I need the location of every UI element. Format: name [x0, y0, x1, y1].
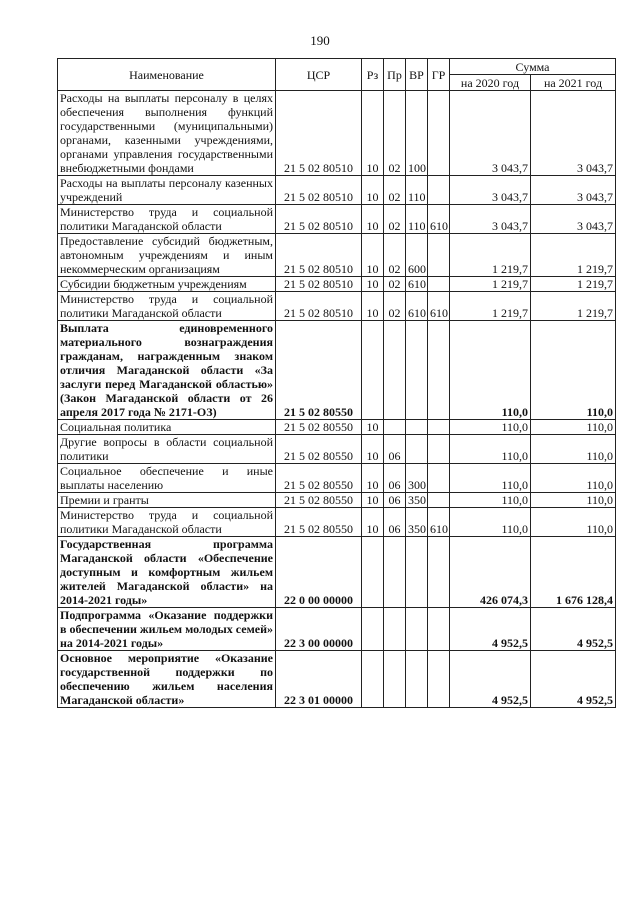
- row-rz-code: [362, 537, 384, 608]
- row-gr-code: [428, 420, 450, 435]
- row-name: Субсидии бюджетным учреждениям: [58, 277, 276, 292]
- row-rz-code: 10: [362, 464, 384, 493]
- row-rz-code: [362, 321, 384, 420]
- row-gr-code: [428, 277, 450, 292]
- header-year-2021: на 2021 год: [531, 75, 616, 91]
- row-csr-code: 21 5 02 80510: [276, 292, 362, 321]
- row-gr-code: [428, 537, 450, 608]
- table-row: [58, 277, 616, 292]
- row-vr-code: [406, 321, 428, 420]
- table-row: [58, 205, 616, 234]
- row-amount-2020: 1 219,7: [450, 234, 531, 277]
- row-name: Другие вопросы в области социальной политики: [58, 435, 276, 464]
- row-gr-code: [428, 493, 450, 508]
- header-year-2020: на 2020 год: [450, 75, 531, 91]
- row-amount-2020: 110,0: [450, 420, 531, 435]
- row-rz-code: 10: [362, 234, 384, 277]
- row-name: Министерство труда и социальной политики Магаданской области: [58, 205, 276, 234]
- row-rz-code: 10: [362, 205, 384, 234]
- row-amount-2020: 1 219,7: [450, 292, 531, 321]
- row-amount-2021: 110,0: [531, 464, 616, 493]
- row-pr-code: [384, 608, 406, 651]
- row-rz-code: 10: [362, 292, 384, 321]
- row-amount-2021: 110,0: [531, 321, 616, 420]
- row-rz-code: 10: [362, 91, 384, 176]
- row-pr-code: 06: [384, 508, 406, 537]
- row-csr-code: 22 0 00 00000: [276, 537, 362, 608]
- header-rz: Рз: [362, 59, 384, 91]
- row-pr-code: 02: [384, 234, 406, 277]
- row-name: Государственная программа Магаданской области «Обеспечение доступным и комфортным жильем жителей Магаданской области» на 2014-2021 годы»: [58, 537, 276, 608]
- row-vr-code: [406, 651, 428, 708]
- header-csr: ЦСР: [276, 59, 362, 91]
- row-amount-2020: 3 043,7: [450, 205, 531, 234]
- row-pr-code: 02: [384, 277, 406, 292]
- row-amount-2020: 3 043,7: [450, 91, 531, 176]
- row-name: Министерство труда и социальной политики Магаданской области: [58, 508, 276, 537]
- row-amount-2021: 3 043,7: [531, 205, 616, 234]
- table-row: [58, 537, 616, 608]
- row-pr-code: 02: [384, 176, 406, 205]
- row-rz-code: [362, 651, 384, 708]
- row-name: Расходы на выплаты персоналу в целях обеспечения выполнения функций государственными (муниципальными) органами, казенными учреждениями, органами управления государственными внебюджетными фондами: [58, 91, 276, 176]
- table-row: [58, 608, 616, 651]
- row-gr-code: [428, 91, 450, 176]
- table-row: [58, 176, 616, 205]
- row-amount-2021: 110,0: [531, 508, 616, 537]
- row-rz-code: [362, 608, 384, 651]
- row-csr-code: 21 5 02 80550: [276, 321, 362, 420]
- row-gr-code: [428, 651, 450, 708]
- row-amount-2021: 1 219,7: [531, 277, 616, 292]
- row-name: Социальное обеспечение и иные выплаты населению: [58, 464, 276, 493]
- row-vr-code: 110: [406, 176, 428, 205]
- row-vr-code: [406, 537, 428, 608]
- row-amount-2020: 4 952,5: [450, 608, 531, 651]
- row-amount-2020: 110,0: [450, 464, 531, 493]
- row-amount-2021: 110,0: [531, 420, 616, 435]
- row-amount-2021: 110,0: [531, 435, 616, 464]
- row-csr-code: 21 5 02 80510: [276, 277, 362, 292]
- table-row: [58, 435, 616, 464]
- row-csr-code: 21 5 02 80550: [276, 420, 362, 435]
- row-csr-code: 21 5 02 80510: [276, 91, 362, 176]
- row-amount-2021: 1 219,7: [531, 292, 616, 321]
- row-csr-code: 21 5 02 80510: [276, 205, 362, 234]
- row-amount-2021: 110,0: [531, 493, 616, 508]
- row-rz-code: 10: [362, 493, 384, 508]
- row-csr-code: 21 5 02 80510: [276, 234, 362, 277]
- row-vr-code: [406, 608, 428, 651]
- row-csr-code: 21 5 02 80550: [276, 493, 362, 508]
- row-amount-2020: 426 074,3: [450, 537, 531, 608]
- table-row: [58, 508, 616, 537]
- row-pr-code: 06: [384, 435, 406, 464]
- row-name: Подпрограмма «Оказание поддержки в обеспечении жильем молодых семей» на 2014-2021 годы»: [58, 608, 276, 651]
- row-amount-2020: 1 219,7: [450, 277, 531, 292]
- header-gr: ГР: [428, 59, 450, 91]
- row-name: Премии и гранты: [58, 493, 276, 508]
- row-name: Выплата единовременного материального вознаграждения гражданам, награжденным знаком отличия Магаданской области «За заслуги перед Магаданской областью» (Закон Магаданской области от 26 апреля 2017 года № 2171-ОЗ): [58, 321, 276, 420]
- row-vr-code: 610: [406, 277, 428, 292]
- row-csr-code: 21 5 02 80550: [276, 508, 362, 537]
- page-number: 190: [310, 33, 330, 48]
- row-name: Министерство труда и социальной политики Магаданской области: [58, 292, 276, 321]
- row-rz-code: 10: [362, 176, 384, 205]
- row-vr-code: 600: [406, 234, 428, 277]
- row-pr-code: [384, 651, 406, 708]
- table-row: [58, 651, 616, 708]
- row-amount-2021: 1 676 128,4: [531, 537, 616, 608]
- row-vr-code: 100: [406, 91, 428, 176]
- header-name: Наименование: [58, 59, 276, 91]
- row-amount-2020: 110,0: [450, 321, 531, 420]
- row-gr-code: [428, 234, 450, 277]
- table-row: [58, 91, 616, 176]
- row-vr-code: 610: [406, 292, 428, 321]
- row-vr-code: 350: [406, 493, 428, 508]
- row-amount-2020: 4 952,5: [450, 651, 531, 708]
- row-name: Основное мероприятие «Оказание государственной поддержки по обеспечению жильем населения Магаданской области»: [58, 651, 276, 708]
- table-row: [58, 321, 616, 420]
- row-rz-code: 10: [362, 420, 384, 435]
- row-rz-code: 10: [362, 435, 384, 464]
- row-vr-code: [406, 435, 428, 464]
- row-pr-code: 02: [384, 292, 406, 321]
- row-gr-code: [428, 321, 450, 420]
- row-pr-code: 06: [384, 464, 406, 493]
- row-amount-2021: 1 219,7: [531, 234, 616, 277]
- row-rz-code: 10: [362, 277, 384, 292]
- row-amount-2020: 110,0: [450, 493, 531, 508]
- row-pr-code: 02: [384, 205, 406, 234]
- row-pr-code: [384, 537, 406, 608]
- row-amount-2020: 3 043,7: [450, 176, 531, 205]
- row-amount-2021: 4 952,5: [531, 651, 616, 708]
- budget-table: [57, 58, 616, 708]
- row-pr-code: [384, 420, 406, 435]
- row-gr-code: [428, 464, 450, 493]
- row-vr-code: 110: [406, 205, 428, 234]
- row-pr-code: 06: [384, 493, 406, 508]
- header-vr: ВР: [406, 59, 428, 91]
- row-csr-code: 21 5 02 80550: [276, 464, 362, 493]
- row-gr-code: 610: [428, 205, 450, 234]
- row-vr-code: [406, 420, 428, 435]
- row-gr-code: [428, 176, 450, 205]
- row-name: Социальная политика: [58, 420, 276, 435]
- row-amount-2021: 3 043,7: [531, 176, 616, 205]
- table-row: [58, 464, 616, 493]
- row-name: Предоставление субсидий бюджетным, автономным учреждениям и иным некоммерческим организациям: [58, 234, 276, 277]
- row-amount-2020: 110,0: [450, 508, 531, 537]
- table-row: [58, 234, 616, 277]
- table-row: [58, 420, 616, 435]
- row-csr-code: 22 3 00 00000: [276, 608, 362, 651]
- row-amount-2020: 110,0: [450, 435, 531, 464]
- table-row: [58, 292, 616, 321]
- header-pr: Пр: [384, 59, 406, 91]
- row-pr-code: [384, 321, 406, 420]
- table-row: [58, 493, 616, 508]
- row-name: Расходы на выплаты персоналу казенных учреждений: [58, 176, 276, 205]
- row-gr-code: 610: [428, 508, 450, 537]
- row-csr-code: 21 5 02 80510: [276, 176, 362, 205]
- row-amount-2021: 3 043,7: [531, 91, 616, 176]
- row-vr-code: 350: [406, 508, 428, 537]
- row-amount-2021: 4 952,5: [531, 608, 616, 651]
- row-vr-code: 300: [406, 464, 428, 493]
- row-gr-code: [428, 608, 450, 651]
- row-csr-code: 21 5 02 80550: [276, 435, 362, 464]
- row-rz-code: 10: [362, 508, 384, 537]
- row-gr-code: 610: [428, 292, 450, 321]
- header-sum: Сумма: [450, 59, 616, 75]
- row-csr-code: 22 3 01 00000: [276, 651, 362, 708]
- row-gr-code: [428, 435, 450, 464]
- row-pr-code: 02: [384, 91, 406, 176]
